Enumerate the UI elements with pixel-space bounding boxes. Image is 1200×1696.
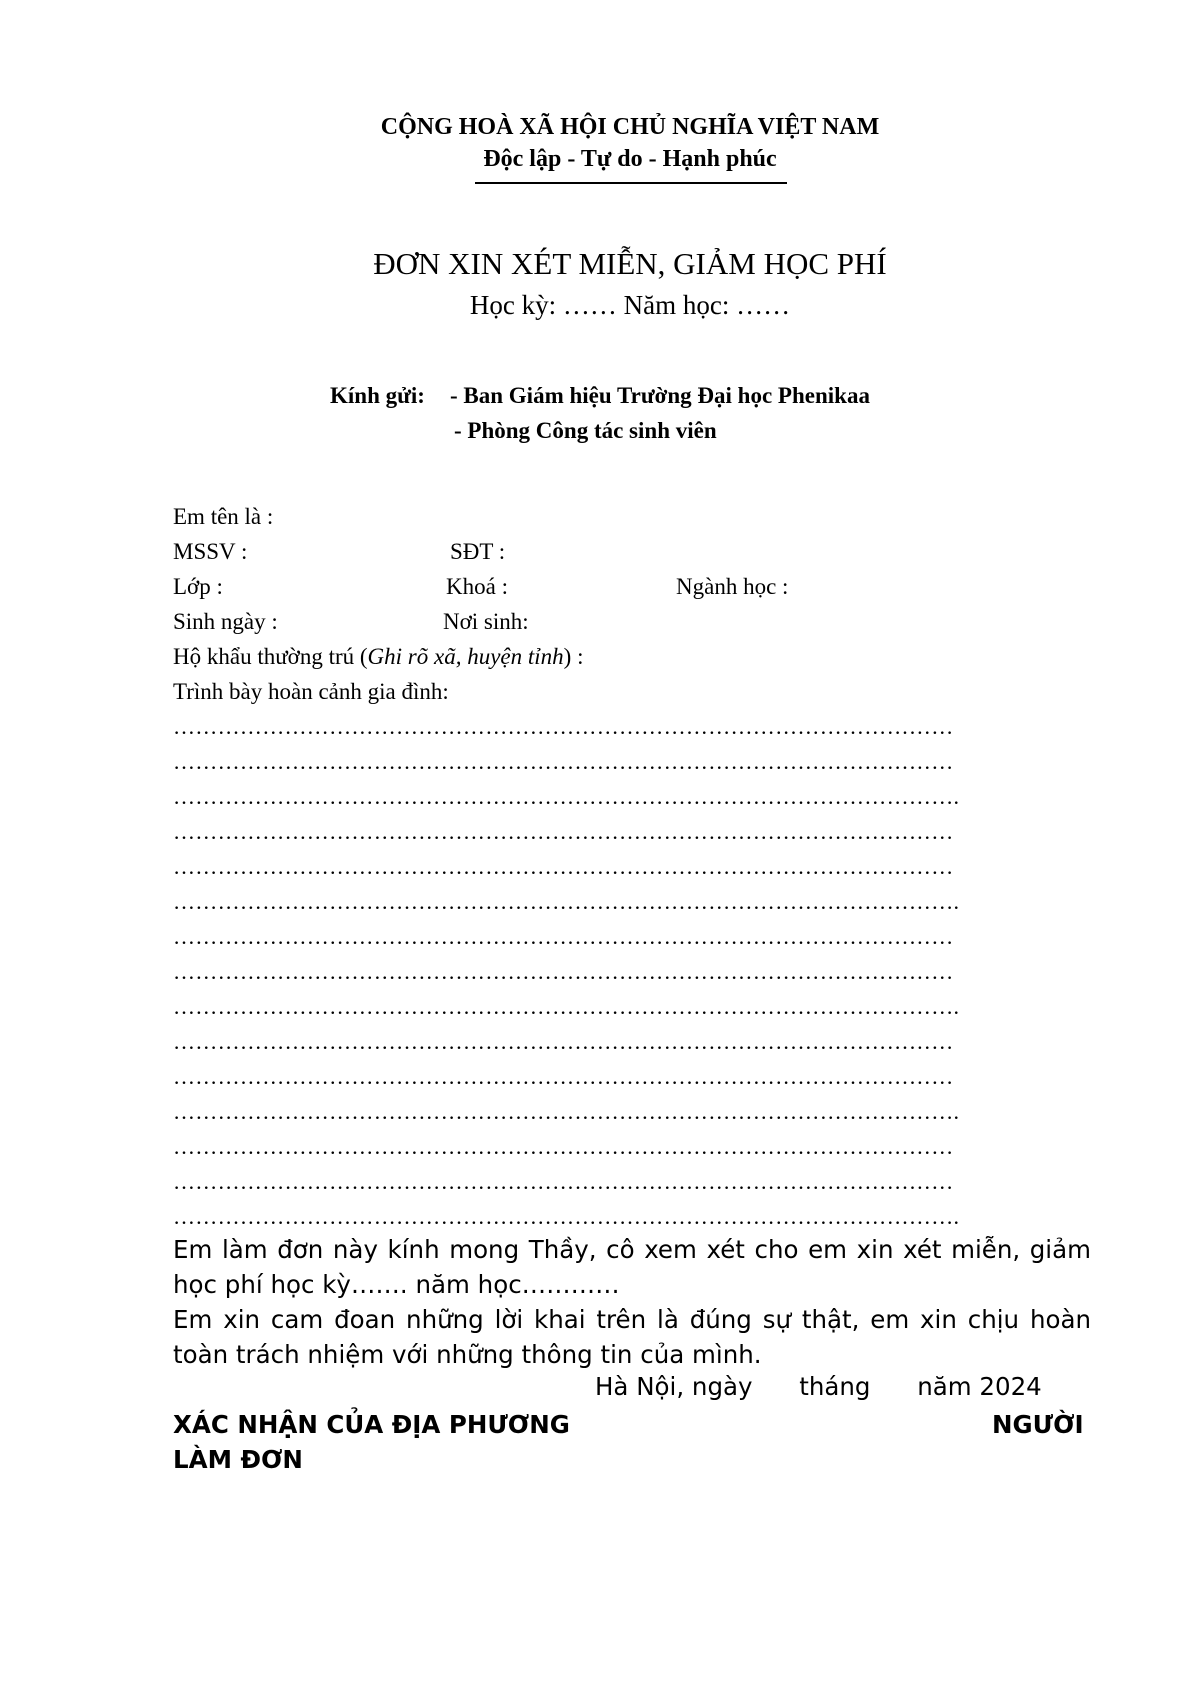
dotted-line: …………………………………………………………………………………………… [173, 714, 954, 739]
recipient-office: - Phòng Công tác sinh viên [454, 418, 717, 443]
dotted-line: …………………………………………………………………………………………… [173, 749, 954, 774]
residence-note: Ghi rõ xã, huyện tỉnh [367, 644, 564, 669]
residence-suffix: ) : [563, 644, 584, 669]
field-birthplace: Nơi sinh: [443, 609, 529, 634]
field-dob: Sinh ngày : [173, 609, 278, 634]
recipient-board: - Ban Giám hiệu Trường Đại học Phenikaa [450, 383, 870, 408]
local-confirmation-label: XÁC NHẬN CỦA ĐỊA PHƯƠNG [173, 1410, 570, 1439]
dotted-line: ……………………………………………………………………………………………. [173, 994, 960, 1019]
dotted-line: ……………………………………………………………………………………………. [173, 1099, 960, 1124]
field-phone: SĐT : [450, 539, 506, 564]
dotted-line: ……………………………………………………………………………………………. [173, 784, 960, 809]
date-line: Hà Nội, ngày tháng năm 2024 [595, 1372, 1042, 1401]
applicant-label-continued: LÀM ĐƠN [173, 1445, 303, 1474]
recipient-label: Kính gửi: [330, 383, 425, 408]
dotted-line: ……………………………………………………………………………………………. [173, 1204, 960, 1229]
field-class: Lớp : [173, 574, 223, 599]
applicant-label: NGƯỜI [992, 1410, 1084, 1439]
motto: Độc lập - Tự do - Hạnh phúc [483, 146, 777, 172]
motto-underline [475, 182, 787, 184]
request-paragraph: Em làm đơn này kính mong Thầy, cô xem xét cho em xin xét miễn, giảm học phí học kỳ……. năm học………… [173, 1235, 1091, 1299]
dotted-line: …………………………………………………………………………………………… [173, 854, 954, 879]
dotted-line: …………………………………………………………………………………………… [173, 1169, 954, 1194]
dotted-line: …………………………………………………………………………………………… [173, 1029, 954, 1054]
field-course: Khoá : [446, 574, 508, 599]
dotted-line: …………………………………………………………………………………………… [173, 924, 954, 949]
field-circumstance: Trình bày hoàn cảnh gia đình: [173, 679, 449, 704]
field-major: Ngành học : [676, 574, 789, 599]
national-header: CỘNG HOÀ XÃ HỘI CHỦ NGHĨA VIỆT NAM [380, 114, 880, 140]
field-residence [173, 644, 583, 670]
semester-line: Học kỳ: …… Năm học: …… [469, 290, 791, 320]
commitment-paragraph: Em xin cam đoan những lời khai trên là đúng sự thật, em xin chịu hoàn toàn trách nhiệm với những thông tin của mình. [173, 1305, 1091, 1369]
field-name: Em tên là : [173, 504, 274, 529]
field-mssv: MSSV : [173, 539, 248, 564]
dotted-line: …………………………………………………………………………………………… [173, 959, 954, 984]
dotted-line: …………………………………………………………………………………………… [173, 819, 954, 844]
dotted-line: ……………………………………………………………………………………………. [173, 889, 960, 914]
document-title: ĐƠN XIN XÉT MIỄN, GIẢM HỌC PHÍ [373, 246, 887, 281]
dotted-line: …………………………………………………………………………………………… [173, 1064, 954, 1089]
residence-label: Hộ khẩu thường trú ( [173, 644, 368, 669]
dotted-line: …………………………………………………………………………………………… [173, 1134, 954, 1159]
